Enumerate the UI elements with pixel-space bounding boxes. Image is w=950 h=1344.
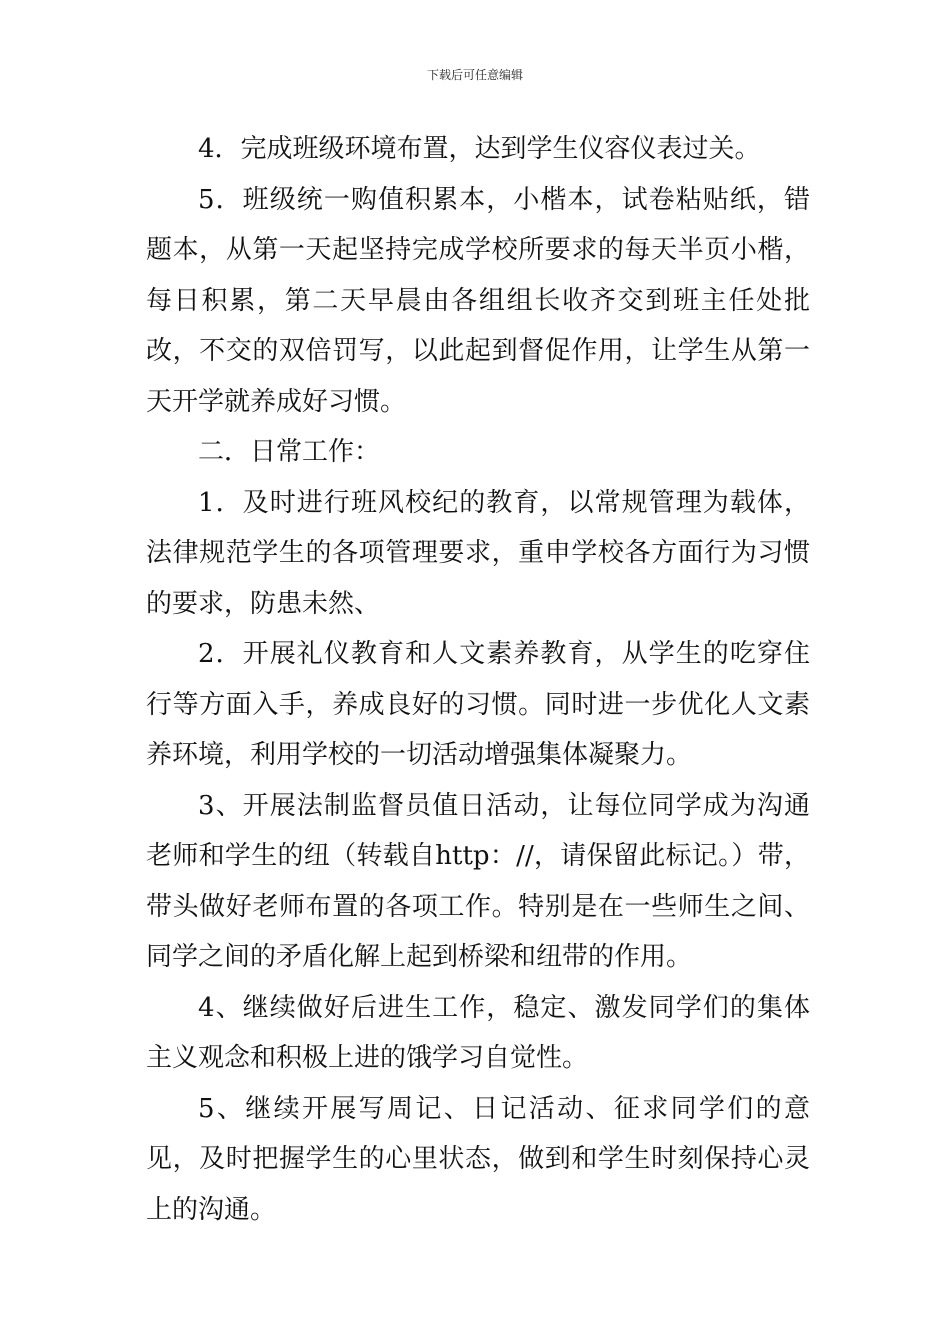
page-header: 下载后可任意编辑 (426, 68, 523, 82)
paragraph-1: 4．完成班级环境布置，达到学生仪容仪表过关。 (198, 134, 761, 164)
paragraph-6: 4、继续做好后进生工作，稳定、激发同学们的集体主义观念和积极上进的饿学习自觉性。 (146, 992, 810, 1073)
paragraph-2: 5．班级统一购值积累本，小楷本，试卷粘贴纸，错题本，从第一天起坚持完成学校所要求的每天半页小楷，每日积累，第二天早晨由各组组长收齐交到班主任处批改，不交的双倍罚写，以此起到督促作用，让学生从第一天开学就养成好习惯。 (146, 184, 810, 417)
paragraph-7: 5、继续开展写周记、日记活动、征求同学们的意见，及时把握学生的心里状态，做到和学生时刻保持心灵上的沟通。 (146, 1093, 810, 1225)
section-heading: 二．日常工作： (198, 437, 381, 467)
paragraph-3: 1．及时进行班风校纪的教育，以常规管理为载体，法律规范学生的各项管理要求，重申学校各方面行为习惯的要求，防患未然、 (146, 487, 810, 619)
document-body (146, 124, 810, 1235)
paragraph-5: 3、开展法制监督员值日活动，让每位同学成为沟通老师和学生的纽（转载自http：//，请保留此标记。）带，带头做好老师布置的各项工作。特别是在一些师生之间、同学之间的矛盾化解上起到桥梁和纽带的作用。 (146, 790, 810, 972)
paragraph-4: 2．开展礼仪教育和人文素养教育，从学生的吃穿住行等方面入手，养成良好的习惯。同时进一步优化人文素养环境，利用学校的一切活动增强集体凝聚力。 (146, 639, 810, 770)
